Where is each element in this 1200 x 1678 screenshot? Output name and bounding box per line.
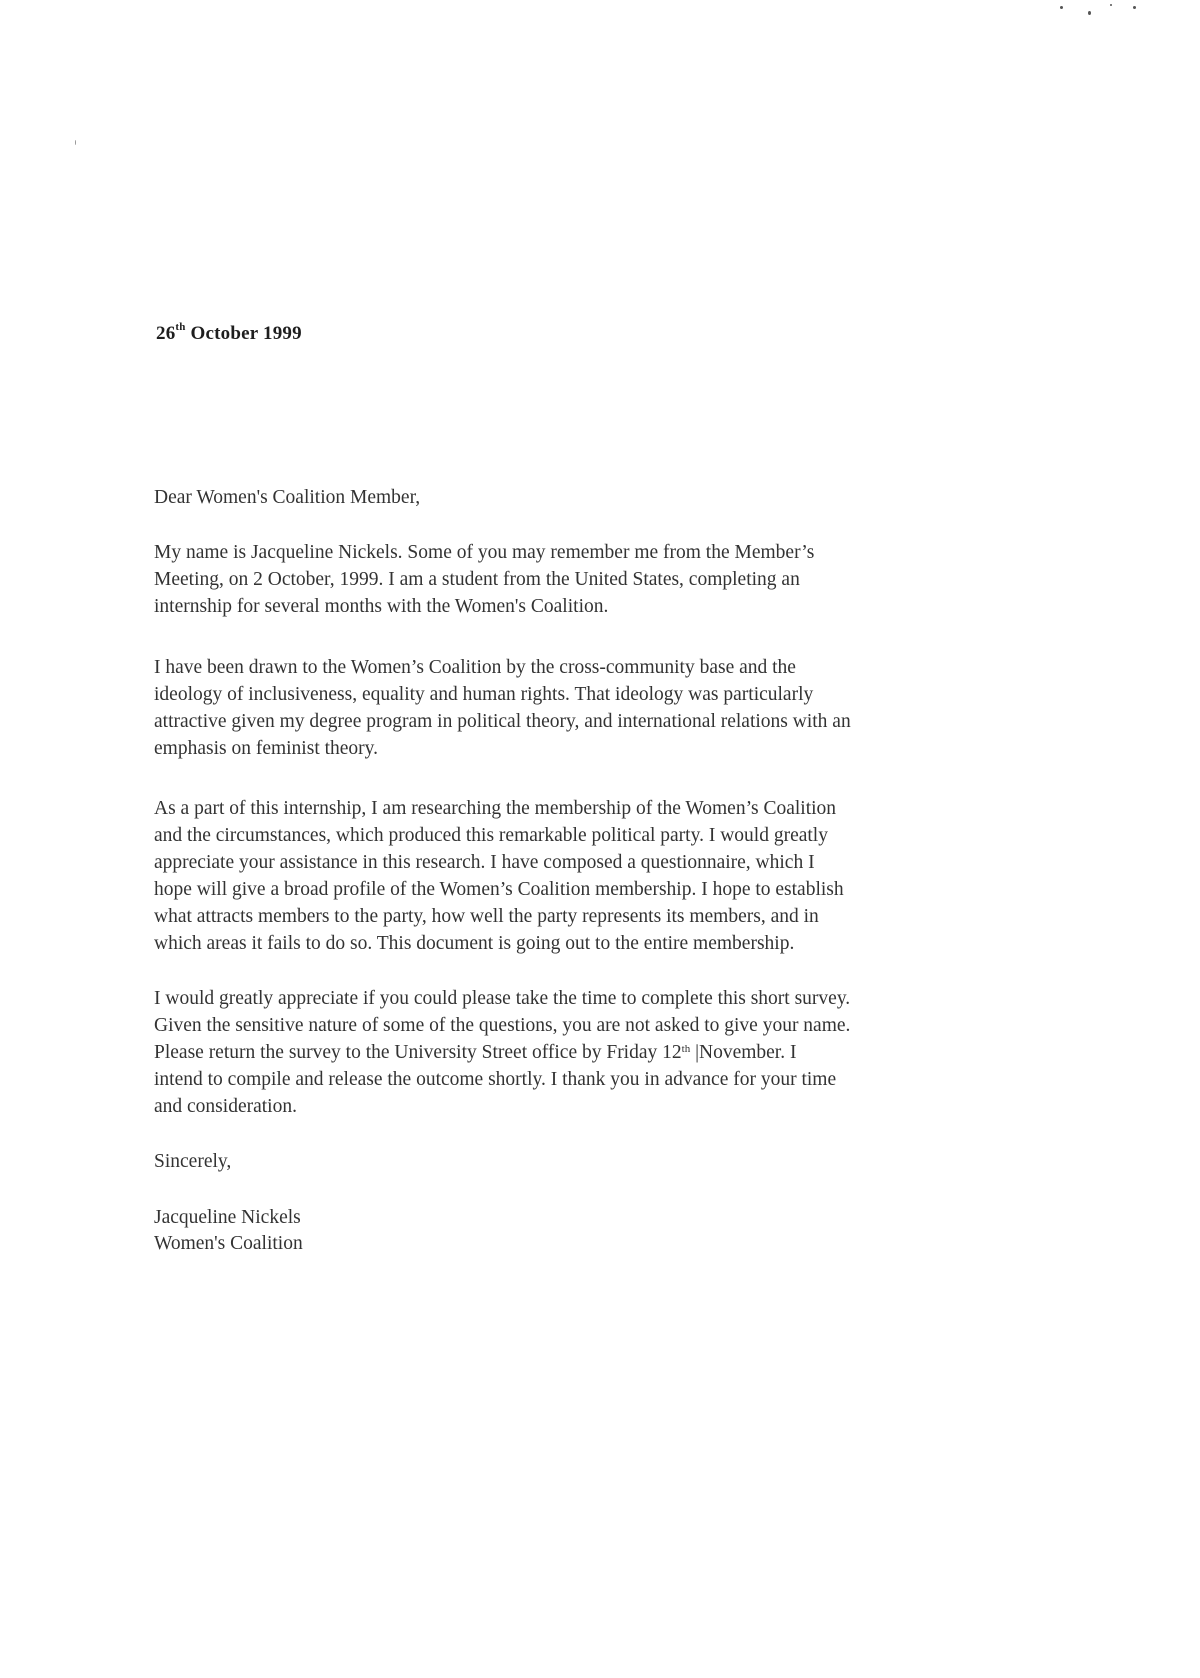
return-deadline-text: Please return the survey to the University Street office by Friday 12: [154, 1042, 682, 1063]
scan-speck: [1088, 11, 1091, 15]
date-suffix: th: [175, 321, 186, 333]
paragraph-motivation: [154, 654, 1044, 762]
closing-text: Sincerely,: [154, 1151, 232, 1172]
paragraph-introduction: [154, 539, 1044, 620]
paragraph-line: hope will give a broad profile of the Women’s Coalition membership. I hope to establish: [154, 879, 844, 900]
paragraph-line: emphasis on feminist theory.: [154, 738, 379, 759]
paragraph-request: [154, 985, 1044, 1120]
paragraph-line: what attracts members to the party, how well the party represents its members, and in: [154, 906, 819, 927]
signature-block: [154, 1205, 1044, 1257]
paragraph-line: appreciate your assistance in this research. I have composed a questionnaire, which I: [154, 852, 815, 873]
deadline-month-text: |November. I: [690, 1042, 797, 1063]
paragraph-line: My name is Jacqueline Nickels. Some of you may remember me from the Member’s: [154, 542, 815, 563]
closing: [154, 1148, 1044, 1175]
paragraph-line: I would greatly appreciate if you could please take the time to complete this short survey.: [154, 988, 851, 1009]
paragraph-line: and consideration.: [154, 1096, 297, 1117]
paragraph-research: [154, 795, 1044, 957]
signature-name: Jacqueline Nickels: [154, 1207, 301, 1228]
signature-organization: Women's Coalition: [154, 1233, 303, 1254]
salutation: [154, 484, 1044, 511]
date-month-year: October 1999: [185, 323, 302, 344]
paragraph-line: intend to compile and release the outcome shortly. I thank you in advance for your time: [154, 1069, 837, 1090]
deadline-day-suffix: th: [681, 1043, 691, 1055]
paragraph-line: I have been drawn to the Women’s Coalition by the cross-community base and the: [154, 657, 796, 678]
paragraph-line: internship for several months with the Women's Coalition.: [154, 596, 609, 617]
paragraph-line: Given the sensitive nature of some of the questions, you are not asked to give your name.: [154, 1015, 851, 1036]
paragraph-line: [154, 1039, 1044, 1066]
salutation-text: Dear Women's Coalition Member,: [154, 487, 421, 508]
date-day: 26: [156, 323, 176, 344]
paragraph-line: As a part of this internship, I am researching the membership of the Women’s Coalition: [154, 798, 837, 819]
scan-speck: [1110, 4, 1112, 6]
scan-speck: [1133, 6, 1136, 9]
paragraph-line: and the circumstances, which produced this remarkable political party. I would greatly: [154, 825, 828, 846]
paragraph-line: which areas it fails to do so. This document is going out to the entire membership.: [154, 933, 795, 954]
paragraph-line: attractive given my degree program in political theory, and international relations with an: [154, 711, 851, 732]
scan-speck: [1060, 6, 1063, 9]
paragraph-line: ideology of inclusiveness, equality and human rights. That ideology was particularly: [154, 684, 814, 705]
letter-date: [156, 323, 302, 345]
paragraph-line: Meeting, on 2 October, 1999. I am a student from the United States, completing an: [154, 569, 800, 590]
scan-speck: [75, 140, 76, 145]
